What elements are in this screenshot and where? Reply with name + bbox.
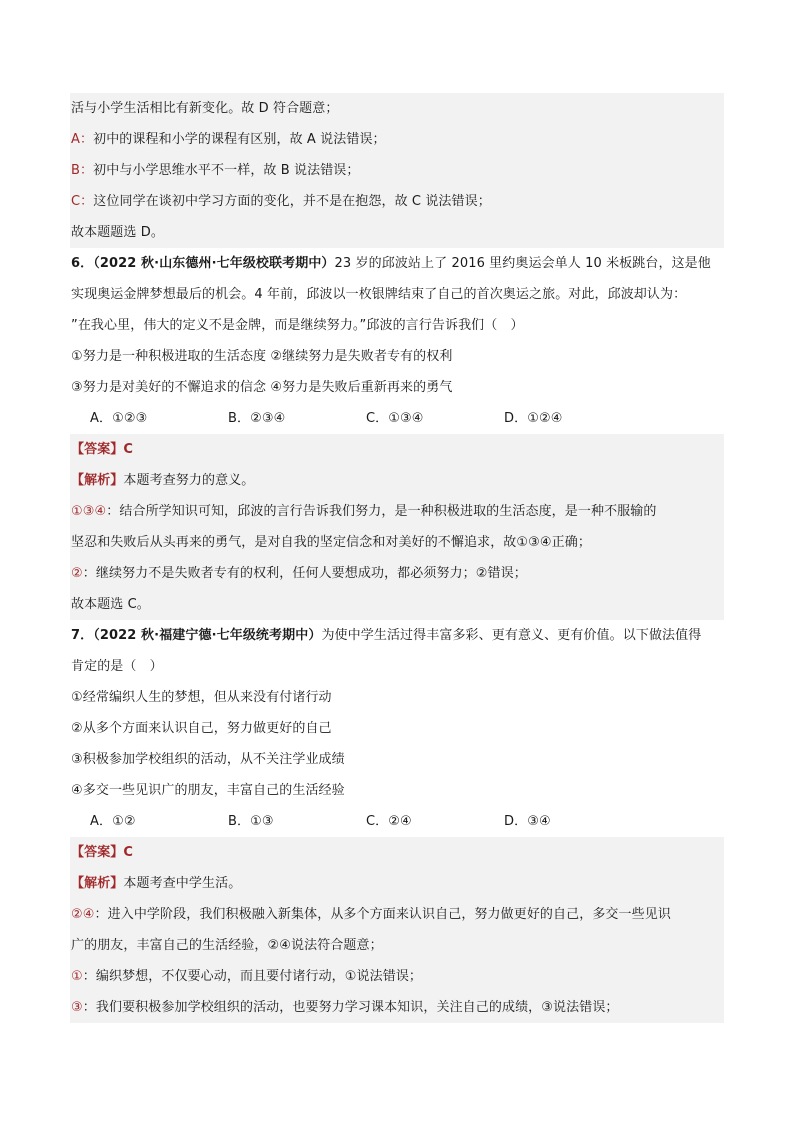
- q7-option-c: C．②④: [366, 814, 412, 829]
- q6-stem-text1: 23 岁的邱波站上了 2016 里约奥运会单人 10 米板跳台，这是他: [334, 256, 711, 271]
- explanation-line: [70, 93, 724, 124]
- q6-option-c: C．①③④: [366, 411, 424, 426]
- q6-explanation-1-cont: [70, 527, 724, 558]
- q6-answer: [70, 434, 724, 465]
- q6-stem-line3: [70, 310, 724, 341]
- explanation-conclusion: [70, 217, 724, 248]
- q7-statement-4: [70, 775, 724, 806]
- q7-statement-2: [70, 713, 724, 744]
- q7-ex1-text2: 广的朋友，丰富自己的生活经验，②④说法符合题意；: [71, 938, 383, 953]
- q6-analysis-label: 【解析】: [71, 473, 124, 488]
- q7-answer-value: C: [123, 845, 134, 860]
- q7-stem-text2: 肯定的是（ ）: [71, 659, 163, 674]
- option-a-explanation: 初中的课程和小学的课程有区别，故 A 说法错误；: [93, 132, 386, 147]
- option-c-explanation: 这位同学在谈初中学习方面的变化，并不是在抱怨，故 C 说法错误；: [93, 194, 491, 209]
- q6-ex2-label: ②: [71, 566, 83, 581]
- q7-source: （2022 秋·福建宁德·七年级统考期中）: [93, 628, 322, 643]
- q6-ex1-label: ①③④: [71, 504, 107, 519]
- conclusion-text: 故本题题选 D。: [71, 225, 164, 240]
- q7-ex2-text: ：编织梦想，不仅要心动，而且要付诸行动，①说法错误；: [82, 969, 423, 984]
- q7-statement-3: [70, 744, 724, 775]
- explanation-line-b: [70, 155, 724, 186]
- explanation-line-a: [70, 124, 724, 155]
- q7-analysis-label: 【解析】: [71, 876, 124, 891]
- q7-number: 7．: [71, 628, 94, 643]
- q6-ex1-text2: 坚忍和失败后从头再来的勇气，是对自我的坚定信念和对美好的不懈追求，故①③④正确；: [71, 535, 591, 550]
- option-c-label: C：: [71, 194, 94, 209]
- q7-option-d: D．③④: [504, 814, 551, 829]
- explanation-line-c: [70, 186, 724, 217]
- q7-statement-1: [70, 682, 724, 713]
- q6-conclusion-text: 故本题选 C。: [71, 597, 150, 612]
- q6-option-a: A．①②③: [90, 411, 148, 426]
- q7-explanation-2: [70, 961, 724, 992]
- q7-ex3-label: ③: [71, 1000, 83, 1015]
- q6-answer-label: 【答案】: [71, 442, 124, 457]
- q7-answer-label: 【答案】: [71, 845, 124, 860]
- document-page: [70, 93, 724, 1023]
- q6-ex1-text: ：结合所学知识可知，邱波的言行告诉我们努力，是一种积极进取的生活态度，是一种不服输的: [106, 504, 657, 519]
- q6-analysis-intro: 本题考查努力的意义。: [123, 473, 255, 488]
- q6-statements-text1: ①努力是一种积极进取的生活态度 ②继续努力是失败者专有的权利: [71, 349, 453, 364]
- q6-answer-value: C: [123, 442, 134, 457]
- q6-stem-line1: [70, 248, 724, 279]
- q7-stem-line2: [70, 651, 724, 682]
- q6-statements-line2: [70, 372, 724, 403]
- option-a-label: A：: [71, 132, 94, 147]
- q6-options: [70, 403, 724, 434]
- q7-stem-line1: [70, 620, 724, 651]
- option-b-explanation: 初中与小学思维水平不一样，故 B 说法错误；: [93, 163, 360, 178]
- q7-explanation-1: [70, 899, 724, 930]
- option-b-label: B：: [71, 163, 94, 178]
- q6-stem-text2: 实现奥运金牌梦想最后的机会。4 年前，邱波以一枚银牌结束了自己的首次奥运之旅。对此，邱波却认为：: [71, 287, 687, 302]
- q6-conclusion: [70, 589, 724, 620]
- q7-analysis: [70, 868, 724, 899]
- q7-ex3-text: ：我们要积极参加学校组织的活动，也要努力学习课本知识，关注自己的成绩，③说法错误；: [82, 1000, 619, 1015]
- q7-stem-text1: 为使中学生活过得丰富多彩、更有意义、更有价值。以下做法值得: [321, 628, 702, 643]
- q7-s4-text: ④多交一些见识广的朋友，丰富自己的生活经验: [71, 783, 345, 798]
- q7-s1-text: ①经常编织人生的梦想，但从来没有付诸行动: [71, 690, 332, 705]
- q6-option-d: D．①②④: [504, 411, 563, 426]
- q6-statements-text2: ③努力是对美好的不懈追求的信念 ④努力是失败后重新再来的勇气: [71, 380, 453, 395]
- q6-stem-text3: ”在我心里，伟大的定义不是金牌，而是继续努力。”邱波的言行告诉我们（ ）: [71, 318, 524, 333]
- q7-answer: [70, 837, 724, 868]
- q6-number: 6．: [71, 256, 94, 271]
- q7-analysis-intro: 本题考查中学生活。: [123, 876, 242, 891]
- q7-s2-text: ②从多个方面来认识自己，努力做更好的自己: [71, 721, 332, 736]
- q6-explanation-2: [70, 558, 724, 589]
- q7-ex2-label: ①: [71, 969, 83, 984]
- q7-option-a: A．①②: [90, 814, 136, 829]
- q7-s3-text: ③积极参加学校组织的活动，从不关注学业成绩: [71, 752, 345, 767]
- q6-analysis: [70, 465, 724, 496]
- explanation-text: 活与小学生活相比有新变化。故 D 符合题意；: [71, 101, 339, 116]
- q7-explanation-3: [70, 992, 724, 1023]
- q7-option-b: B．①③: [228, 814, 274, 829]
- q6-statements-line1: [70, 341, 724, 372]
- q6-option-b: B．②③④: [228, 411, 286, 426]
- q7-options: [70, 806, 724, 837]
- q7-explanation-1-cont: [70, 930, 724, 961]
- q7-ex1-text: ：进入中学阶段，我们积极融入新集体，从多个方面来认识自己，努力做更好的自己，多交一些见识: [94, 907, 671, 922]
- q6-source: （2022 秋·山东德州·七年级校联考期中）: [93, 256, 335, 271]
- q7-ex1-label: ②④: [71, 907, 95, 922]
- q6-ex2-text: ：继续努力不是失败者专有的权利，任何人要想成功，都必须努力；②错误；: [82, 566, 527, 581]
- q6-stem-line2: [70, 279, 724, 310]
- q6-explanation-1: [70, 496, 724, 527]
